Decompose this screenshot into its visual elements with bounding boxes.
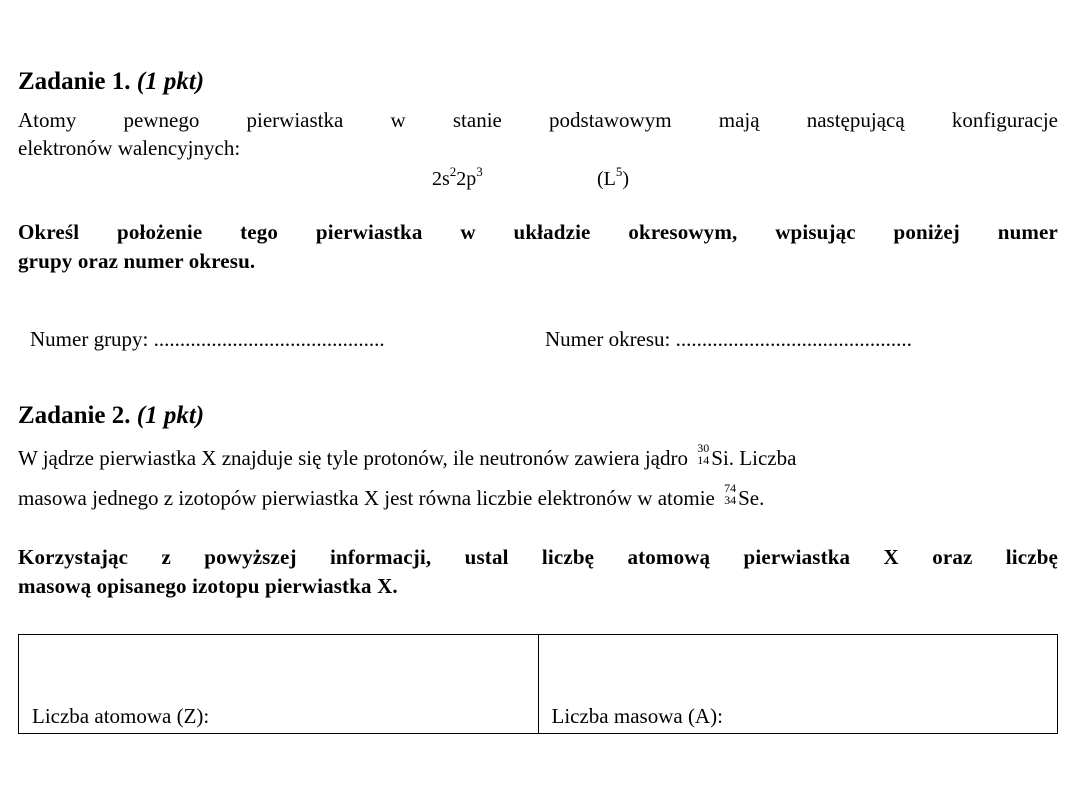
group-number-field[interactable]: Numer grupy: ............................................ bbox=[30, 327, 385, 351]
task2-title: Zadanie 2. bbox=[18, 402, 131, 429]
config-s-base: 2s bbox=[432, 168, 450, 190]
task2-text1-after: Liczba bbox=[739, 446, 797, 470]
shell-sup: 5 bbox=[615, 164, 623, 179]
si-atomic-number: 14 bbox=[697, 453, 710, 467]
task2-text2-before: masowa jednego z izotopów pierwiastka X jest równa liczbie elektronów w atomie bbox=[18, 486, 715, 510]
task1-intro-line2: elektronów walencyjnych: bbox=[18, 136, 241, 160]
se-symbol: Se. bbox=[738, 486, 765, 510]
task2-instruction-line2: masową opisanego izotopu pierwiastka X. bbox=[18, 574, 398, 598]
task1-instruction-line1: Określ położenie tego pierwiastka w układzie okresowym, wpisując poniżej numer bbox=[18, 220, 1058, 244]
task1-heading bbox=[18, 68, 204, 96]
config-p-sup: 3 bbox=[476, 164, 483, 179]
answer-table bbox=[18, 634, 1058, 734]
exam-page bbox=[18, 0, 1058, 810]
si-mass-number: 30 bbox=[697, 441, 710, 455]
task2-text1-before: W jądrze pierwiastka X znajduje się tyle protonów, ile neutronów zawiera jądro bbox=[18, 446, 689, 470]
shell-close: ) bbox=[622, 168, 630, 190]
mass-number-answer-cell[interactable]: Liczba masowa (A): bbox=[538, 635, 1058, 734]
si-nuclide bbox=[693, 441, 710, 468]
task2-text-line1 bbox=[18, 441, 1058, 473]
task2-text-line2 bbox=[18, 481, 765, 513]
task2-heading bbox=[18, 402, 204, 430]
se-mass-number: 74 bbox=[724, 481, 737, 495]
se-atomic-number: 34 bbox=[724, 493, 737, 507]
shell-open: (L bbox=[597, 168, 616, 190]
si-symbol: Si. bbox=[711, 446, 735, 470]
config-p-base: 2p bbox=[456, 168, 477, 190]
task2-points: (1 pkt) bbox=[136, 402, 205, 429]
task1-title: Zadanie 1. bbox=[18, 68, 131, 95]
task1-points: (1 pkt) bbox=[136, 68, 205, 95]
shell-notation bbox=[597, 164, 630, 191]
atomic-number-answer-cell[interactable]: Liczba atomowa (Z): bbox=[19, 635, 539, 734]
task1-intro-line1: Atomy pewnego pierwiastka w stanie podstawowym mają następującą konfiguracje bbox=[18, 108, 1058, 132]
task1-instruction-line2: grupy oraz numer okresu. bbox=[18, 249, 256, 273]
config-s-sup: 2 bbox=[449, 164, 457, 179]
se-nuclide bbox=[720, 481, 737, 508]
electron-configuration bbox=[432, 164, 483, 191]
task2-instruction-line1: Korzystając z powyższej informacji, ustal liczbę atomową pierwiastka X oraz liczbę bbox=[18, 545, 1058, 569]
period-number-field[interactable]: Numer okresu: ............................................. bbox=[545, 327, 912, 351]
